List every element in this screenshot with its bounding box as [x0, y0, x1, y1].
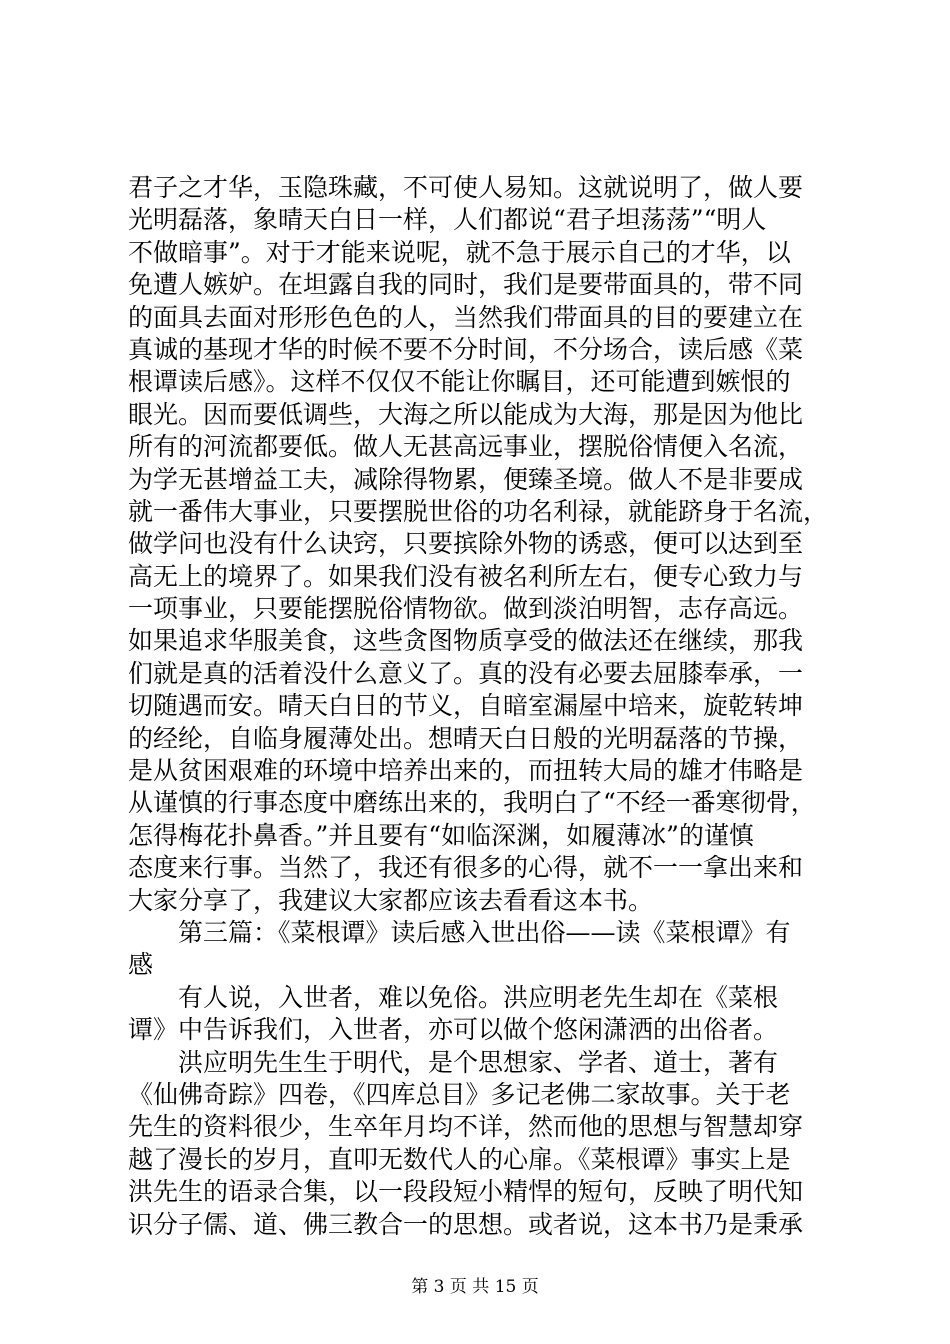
text-line: 们就是真的活着没什么意义了。真的没有必要去屈膝奉承，一 [128, 658, 804, 688]
text-line: 《仙佛奇踪》四卷，《四库总目》多记老佛二家故事。关于老 [128, 1079, 791, 1109]
text-line: 高无上的境界了。如果我们没有被名利所左右，便专心致力与 [128, 561, 804, 591]
text-line: 大家分享了，我建议大家都应该去看看这本书。 [128, 885, 654, 915]
text-line: 切随遇而安。晴天白日的节义，自暗室漏屋中培来，旋乾转坤 [128, 691, 804, 721]
text-line: 从谨慎的行事态度中磨练出来的，我明白了“不经一番寒彻骨， [128, 788, 816, 818]
text-line: 先生的资料很少，生卒年月均不详，然而他的思想与智慧却穿 [128, 1112, 804, 1142]
text-line: 洪应明先生生于明代，是个思想家、学者、道士，著有 [128, 1047, 779, 1077]
text-line: 是从贫困艰难的环境中培养出来的，而扭转大局的雄才伟略是 [128, 756, 804, 786]
text-line: 怎得梅花扑鼻香。”并且要有“如临深渊，如履薄冰”的谨慎 [128, 820, 754, 850]
text-line: 谭》中告诉我们，入世者，亦可以做个悠闲潇洒的出俗者。 [128, 1015, 779, 1045]
text-line: 如果追求华服美食，这些贪图物质享受的做法还在继续，那我 [128, 626, 804, 656]
body-text [128, 172, 840, 1241]
text-line: 所有的河流都要低。做人无甚高远事业，摆脱俗情便入名流， [128, 432, 804, 462]
text-line: 不做暗事”。对于才能来说呢，就不急于展示自己的才华，以 [128, 237, 791, 267]
text-line: 的面具去面对形形色色的人，当然我们带面具的目的要建立在 [128, 302, 804, 332]
section-heading-line: 第三篇：《菜根谭》读后感入世出俗——读《菜根谭》有 [128, 917, 791, 947]
text-line: 的经纶，自临身履薄处出。想晴天白日般的光明磊落的节操， [128, 723, 804, 753]
text-line: 识分子儒、道、佛三教合一的思想。或者说，这本书乃是秉承 [128, 1209, 804, 1239]
text-line: 光明磊落，象晴天白日一样，人们都说“君子坦荡荡”“明人 [128, 205, 767, 235]
text-line: 君子之才华，玉隐珠藏，不可使人易知。这就说明了，做人要 [128, 173, 804, 202]
text-line: 做学问也没有什么诀窍，只要摈除外物的诱惑，便可以达到至 [128, 529, 804, 559]
text-line: 真诚的基现才华的时候不要不分时间，不分场合，读后感《菜 [128, 334, 804, 364]
section-heading-line: 感 [128, 950, 154, 980]
text-line: 免遭人嫉妒。在坦露自我的同时，我们是要带面具的，带不同 [128, 270, 804, 300]
text-line: 洪先生的语录合集，以一段段短小精悍的短句，反映了明代知 [128, 1177, 804, 1207]
text-line: 根谭读后感》。这样不仅仅不能让你瞩目，还可能遭到嫉恨的 [128, 367, 791, 397]
text-line: 有人说，入世者，难以免俗。洪应明老先生却在《菜根 [128, 982, 779, 1012]
text-line: 眼光。因而要低调些，大海之所以能成为大海，那是因为他比 [128, 399, 804, 429]
text-line: 就一番伟大事业，只要摆脱世俗的功名利禄，就能跻身于名流， [128, 496, 829, 526]
text-line: 态度来行事。当然了，我还有很多的心得，就不一一拿出来和 [128, 853, 804, 883]
text-line: 越了漫长的岁月，直叩无数代人的心扉。《菜根谭》事实上是 [128, 1144, 791, 1174]
text-line: 为学无甚增益工夫，减除得物累，便臻圣境。做人不是非要成 [128, 464, 804, 494]
page-footer: 第 3 页 共 15 页 [411, 1277, 539, 1297]
text-line: 一项事业，只要能摆脱俗情物欲。做到淡泊明智，志存高远。 [128, 594, 804, 624]
